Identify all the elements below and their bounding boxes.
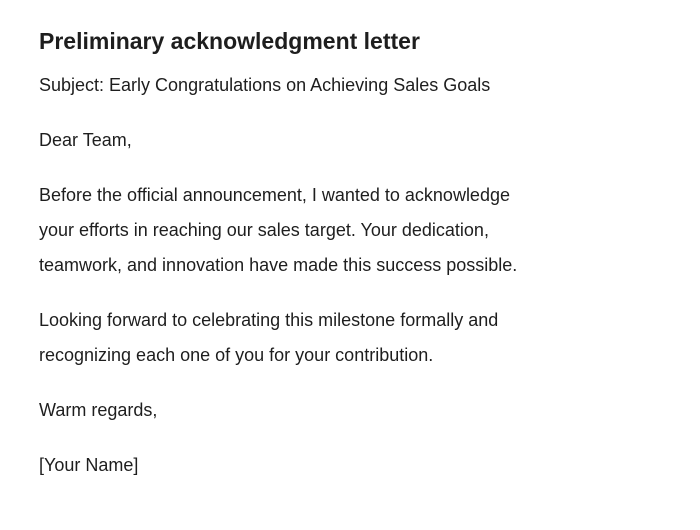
closing-line: Warm regards,	[39, 400, 158, 420]
body-paragraph-2	[39, 303, 660, 373]
body-paragraph-1-line-2: your efforts in reaching our sales target. Your dedication,	[39, 220, 489, 240]
body-paragraph-2-line-2: recognizing each one of you for your contribution.	[39, 345, 434, 365]
body-paragraph-2-line-1: Looking forward to celebrating this milestone formally and	[39, 310, 499, 330]
document-title: Preliminary acknowledgment letter	[39, 28, 420, 54]
body-paragraph-1-line-1: Before the official announcement, I wanted to acknowledge	[39, 185, 510, 205]
body-paragraph-1	[39, 178, 660, 283]
subject-line: Subject: Early Congratulations on Achieving Sales Goals	[39, 75, 491, 95]
signature-placeholder: [Your Name]	[39, 455, 139, 475]
body-paragraph-1-line-3: teamwork, and innovation have made this success possible.	[39, 255, 518, 275]
greeting-line: Dear Team,	[39, 130, 132, 150]
